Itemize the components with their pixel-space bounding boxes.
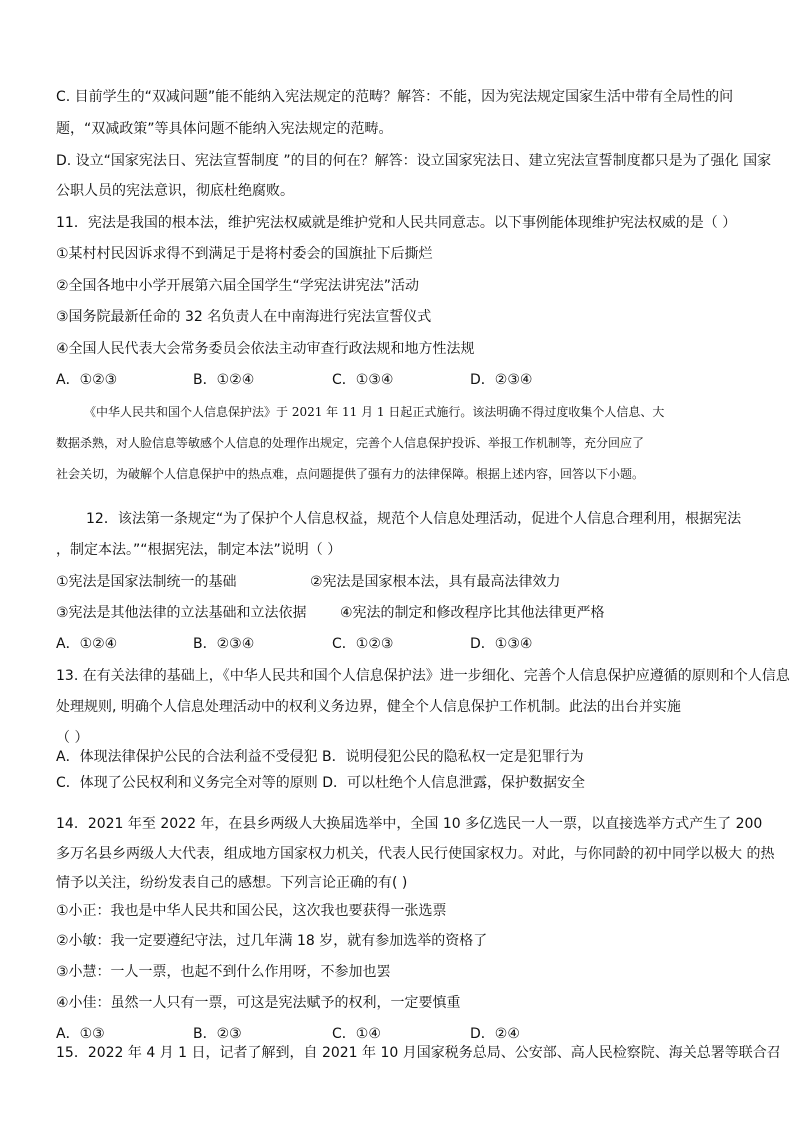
q14-stem-line1: 14．2021 年至 2022 年，在县乡两级人大换届选举中，全国 10 多亿选民一人一票，以直接选举方式产生了 200 [56, 816, 763, 832]
q14-option-b: B．②③ [193, 1026, 242, 1042]
q12-item-3: ③宪法是其他法律的立法基础和立法依据 [56, 605, 307, 621]
q14-item-3: ③小慧：一人一票，也起不到什么作用呀，不参加也罢 [56, 964, 391, 980]
q12-option-d: D．①③④ [470, 636, 533, 652]
q15-stem-line1: 15．2022 年 4 月 1 日，记者了解到，自 2021 年 10 月国家税务总局、公安部、高人民检察院、海关总署等联合召 [56, 1045, 781, 1061]
q14-option-a: A．①③ [56, 1026, 105, 1042]
q12-item-2: ②宪法是国家根本法，具有最高法律效力 [310, 574, 561, 590]
q13-options-ab: A．体现法律保护公民的合法利益不受侵犯 B．说明侵犯公民的隐私权一定是犯罪行为 [56, 749, 584, 765]
q11-item-1: ①某村村民因诉求得不到满足于是将村委会的国旗扯下后撕烂 [56, 246, 433, 262]
q13-options-cd: C．体现了公民权利和义务完全对等的原则 D．可以杜绝个人信息泄露，保护数据安全 [56, 775, 586, 791]
q12-item-1: ①宪法是国家法制统一的基础 [56, 574, 237, 590]
q14-option-c: C．①④ [332, 1026, 381, 1042]
q13-stem-line2: 处理规则, 明确个人信息处理活动中的权利义务边界，健全个人信息保护工作机制。此法的出台并实施 [56, 699, 681, 715]
q11-option-a: A．①②③ [56, 372, 118, 388]
q14-item-4: ④小佳：虽然一人只有一票，可这是宪法赋予的权利，一定要慎重 [56, 995, 461, 1011]
q14-item-2: ②小敏：我一定要遵纪守法，过几年满 18 岁，就有参加选举的资格了 [56, 933, 488, 949]
q13-stem-line1: 13. 在有关法律的基础上，《中华人民共和国个人信息保护法》进一步细化、完善个人信息保护应遵循的原则和个人信息 [56, 668, 790, 684]
q11-stem: 11．宪法是我国的根本法，维护宪法权威就是维护党和人民共同意志。以下事例能体现维护宪法权威的是（ ） [56, 215, 737, 231]
q14-option-d: D．②④ [470, 1026, 520, 1042]
q11-item-2: ②全国各地中小学开展第六届全国学生“学宪法讲宪法”活动 [56, 278, 420, 294]
q10-option-d-line1: D. 设立“国家宪法日、宪法宣誓制度 ”的目的何在？解答：设立国家宪法日、建立宪法宣誓制度都只是为了强化 国家 [56, 153, 772, 169]
q12-stem-line2: ，制定本法。”“根据宪法，制定本法”说明（ ） [56, 542, 342, 558]
q14-stem-line2: 多万名县乡两级人大代表，组成地方国家权力机关，代表人民行使国家权力。对此，与你同龄的初中同学以极大 的热 [56, 846, 775, 862]
q14-item-1: ①小正：我也是中华人民共和国公民，这次我也要获得一张选票 [56, 903, 447, 919]
q12-option-b: B．②③④ [193, 636, 255, 652]
q12-item-4: ④宪法的制定和修改程序比其他法律更严格 [340, 605, 605, 621]
q10-option-d-line2: 公职人员的宪法意识，彻底杜绝腐败。 [56, 183, 294, 199]
q12-option-a: A．①②④ [56, 636, 118, 652]
passage-line2: 数据杀熟，对人脸信息等敏感个人信息的处理作出规定，完善个人信息保护投诉、举报工作机制等，充分回应了 [56, 436, 645, 450]
q11-option-b: B．①②④ [193, 372, 255, 388]
q13-answer-paren: （ ） [56, 730, 89, 746]
q10-option-c-line1: C. 目前学生的“双减问题”能不能纳入宪法规定的范畴？解答：不能，因为宪法规定国家生活中带有全局性的问 [56, 89, 734, 105]
q11-option-d: D．②③④ [470, 372, 533, 388]
q12-option-c: C．①②③ [332, 636, 394, 652]
q14-stem-line3: 情予以关注，纷纷发表自己的感想。下列言论正确的有( ) [56, 875, 408, 891]
q11-option-c: C．①③④ [332, 372, 394, 388]
q10-option-c-line2: 题，“双减政策”等具体问题不能纳入宪法规定的范畴。 [56, 121, 393, 137]
q12-stem-line1: 12．该法第一条规定“为了保护个人信息权益，规范个人信息处理活动，促进个人信息合理利用，根据宪法 [86, 511, 742, 527]
q11-item-3: ③国务院最新任命的 32 名负责人在中南海进行宪法宣誓仪式 [56, 309, 432, 325]
q11-item-4: ④全国人民代表大会常务委员会依法主动审查行政法规和地方性法规 [56, 341, 475, 357]
passage-line1: 《中华人民共和国个人信息保护法》于 2021 年 11 月 1 日起正式施行。该法明确不得过度收集个人信息、大 [84, 405, 665, 419]
passage-line3: 社会关切，为破解个人信息保护中的热点难，点问题提供了强有力的法律保障。根据上述内容，回答以下小题。 [56, 467, 645, 481]
